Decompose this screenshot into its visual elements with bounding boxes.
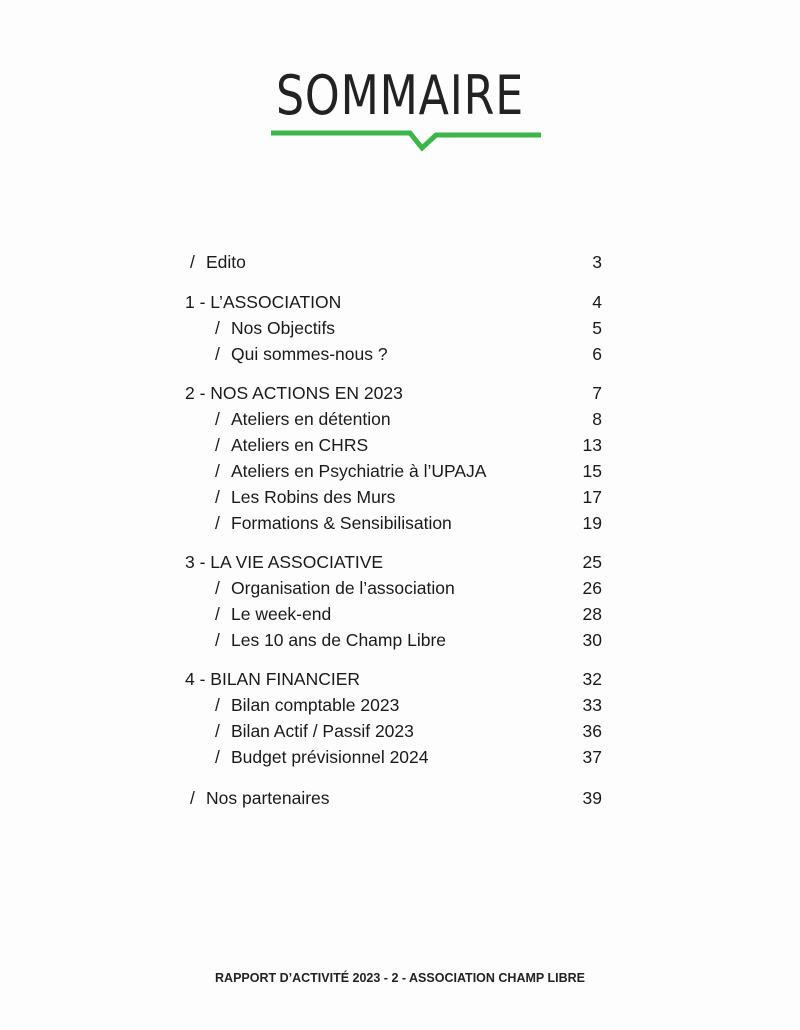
toc-entry-text: Ateliers en détention (231, 409, 391, 429)
toc-entry-text: Budget prévisionnel 2024 (231, 747, 429, 767)
toc-page-number: 32 (582, 669, 602, 689)
toc-entry-label (215, 576, 455, 600)
toc-entry-text: 3 - LA VIE ASSOCIATIVE (185, 552, 384, 572)
toc-subsection-row[interactable] (0, 745, 800, 769)
toc-entry-text: Nos partenaires (206, 788, 330, 808)
slash-marker: / (215, 435, 220, 455)
toc-subsection-row[interactable] (0, 511, 800, 535)
toc-subsection-row[interactable] (0, 628, 800, 652)
toc-entry-text: Les 10 ans de Champ Libre (231, 630, 446, 650)
toc-entry-label (185, 550, 383, 574)
toc-entry-text: Le week-end (231, 604, 332, 624)
toc-subsection-row[interactable] (0, 316, 800, 340)
toc-section-row[interactable] (0, 381, 800, 405)
toc-entry-text: Nos Objectifs (231, 318, 336, 338)
slash-marker: / (215, 578, 220, 598)
toc-section-row[interactable] (0, 290, 800, 314)
toc-page-number: 28 (582, 604, 602, 624)
toc-subsection-row[interactable] (0, 693, 800, 717)
toc-entry-text: Bilan comptable 2023 (231, 695, 400, 715)
toc-entry-text: Qui sommes-nous ? (231, 344, 388, 364)
toc-entry-label (215, 485, 395, 509)
toc-page-number: 33 (582, 695, 602, 715)
toc-entry-label (185, 667, 360, 691)
slash-marker: / (215, 747, 220, 767)
slash-marker: / (215, 409, 220, 429)
toc-entry-label (215, 693, 399, 717)
toc-page-number: 5 (592, 318, 602, 338)
slash-marker: / (215, 318, 220, 338)
toc-page-number: 15 (582, 461, 602, 481)
toc-page-number: 37 (582, 747, 602, 767)
toc-entry-label (215, 433, 368, 457)
slash-marker: / (190, 252, 195, 272)
toc-subsection-row[interactable] (0, 719, 800, 743)
toc-entry-text: Formations & Sensibilisation (231, 513, 452, 533)
toc-subsection-row[interactable] (0, 407, 800, 431)
toc-page-number: 6 (592, 344, 602, 364)
page-title: SOMMAIRE (275, 64, 525, 127)
slash-marker: / (190, 788, 195, 808)
toc-row[interactable] (0, 786, 800, 810)
slash-marker: / (215, 604, 220, 624)
toc-entry-text: Ateliers en Psychiatrie à l’UPAJA (231, 461, 487, 481)
toc-entry-label (215, 745, 429, 769)
toc-entry-text: Edito (206, 252, 246, 272)
toc-entry-text: Bilan Actif / Passif 2023 (231, 721, 414, 741)
slash-marker: / (215, 461, 220, 481)
toc-page-number: 30 (582, 630, 602, 650)
toc-page-number: 26 (582, 578, 602, 598)
toc-entry-text: 2 - NOS ACTIONS EN 2023 (185, 383, 403, 403)
toc-entry-label (185, 381, 403, 405)
toc-subsection-row[interactable] (0, 342, 800, 366)
toc-page-number: 25 (582, 552, 602, 572)
toc-entry-label (215, 511, 452, 535)
toc-entry-label (215, 459, 486, 483)
toc-subsection-row[interactable] (0, 485, 800, 509)
toc-page-number: 19 (582, 513, 602, 533)
toc-section-row[interactable] (0, 550, 800, 574)
toc-page-number: 7 (592, 383, 602, 403)
toc-entry-label (215, 342, 388, 366)
toc-page-number: 3 (592, 252, 602, 272)
toc-subsection-row[interactable] (0, 602, 800, 626)
toc-subsection-row[interactable] (0, 459, 800, 483)
toc-entry-label (215, 316, 335, 340)
toc-page-number: 17 (582, 487, 602, 507)
toc-page-number: 36 (582, 721, 602, 741)
toc-page-number: 39 (582, 788, 602, 808)
toc-entry-label (215, 628, 446, 652)
slash-marker: / (215, 721, 220, 741)
slash-marker: / (215, 513, 220, 533)
toc-entry-text: Organisation de l’association (231, 578, 455, 598)
toc-entry-label (185, 290, 341, 314)
slash-marker: / (215, 487, 220, 507)
slash-marker: / (215, 695, 220, 715)
toc-subsection-row[interactable] (0, 433, 800, 457)
toc-row[interactable] (0, 250, 800, 274)
toc-entry-label (215, 719, 414, 743)
toc-section-row[interactable] (0, 667, 800, 691)
toc-entry-label (190, 250, 246, 274)
toc-entry-label (215, 602, 331, 626)
toc-entry-text: Les Robins des Murs (231, 487, 396, 507)
toc-page-number: 4 (592, 292, 602, 312)
toc-subsection-row[interactable] (0, 576, 800, 600)
slash-marker: / (215, 630, 220, 650)
toc-entry-text: 1 - L’ASSOCIATION (185, 292, 342, 312)
toc-page-number: 13 (582, 435, 602, 455)
toc-page-number: 8 (592, 409, 602, 429)
title-underline-decoration (270, 126, 542, 156)
toc-entry-text: Ateliers en CHRS (231, 435, 369, 455)
page-footer: RAPPORT D’ACTIVITÉ 2023 - 2 - ASSOCIATION CHAMP LIBRE (215, 971, 585, 985)
toc-entry-label (215, 407, 391, 431)
slash-marker: / (215, 344, 220, 364)
toc-entry-text: 4 - BILAN FINANCIER (185, 669, 361, 689)
toc-entry-label (190, 786, 330, 810)
